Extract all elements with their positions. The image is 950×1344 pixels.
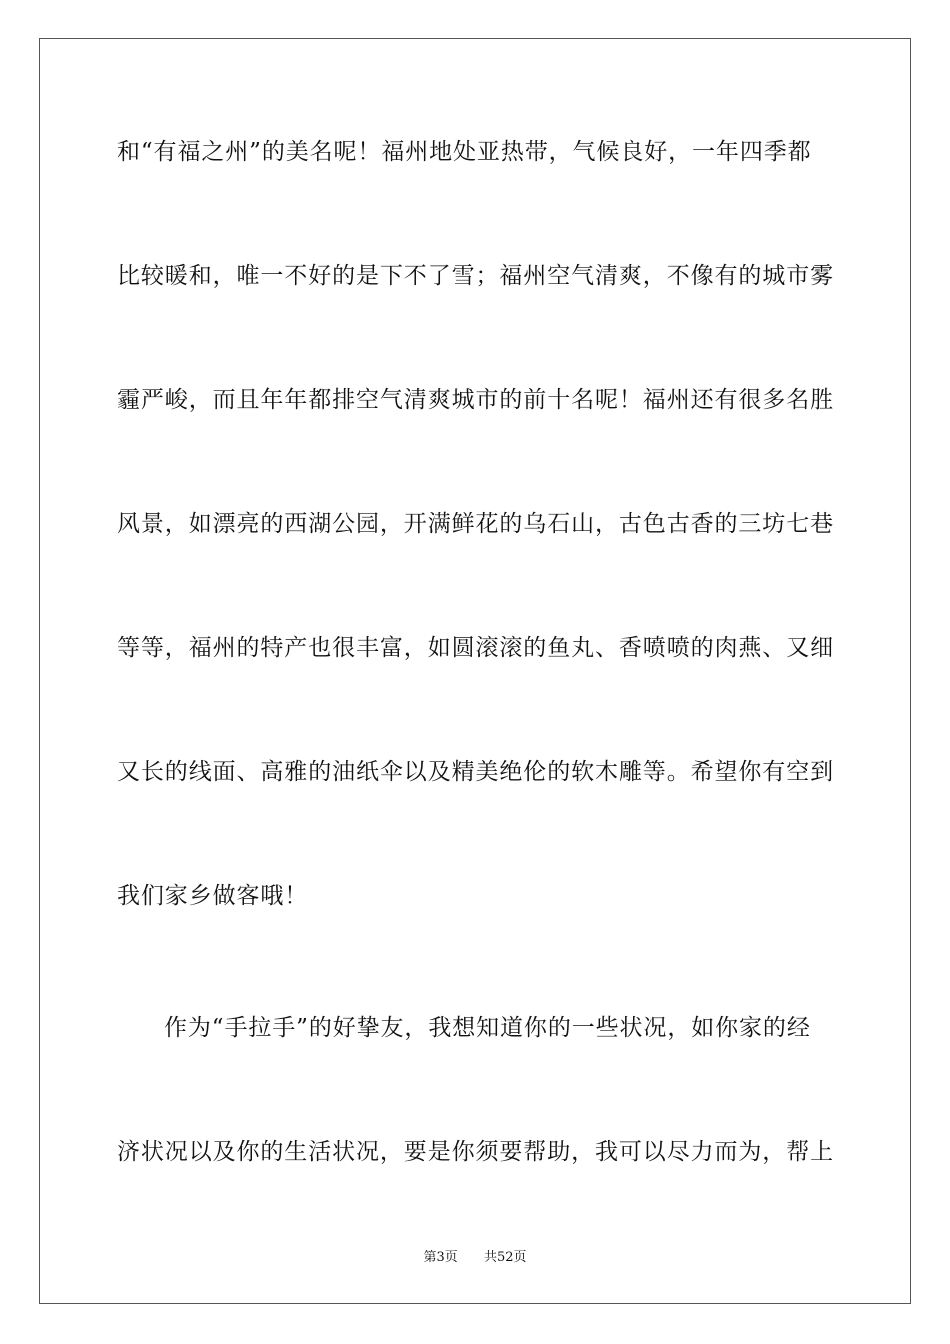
page-border [39,38,911,1304]
page-number-total: 共52页 [484,1250,527,1265]
paragraph-line-indented: 作为“手拉手”的好挚友，我想知道你的一些状况，如你家的经 [164,1015,811,1041]
paragraph-line: 我们家乡做客哦！ [117,883,309,909]
paragraph-line: 风景，如漂亮的西湖公园，开满鲜花的乌石山，古色古香的三坊七巷 [117,511,834,537]
page-footer [0,1250,950,1266]
paragraph-line: 又长的线面、高雅的油纸伞以及精美绝伦的软木雕等。希望你有空到 [117,759,834,785]
page-number-current: 第3页 [423,1250,458,1265]
paragraph-line: 等等，福州的特产也很丰富，如圆滚滚的鱼丸、香喷喷的肉燕、又细 [117,635,834,661]
paragraph-line: 和“有福之州”的美名呢！福州地处亚热带，气候良好，一年四季都 [117,139,812,165]
paragraph-line: 霾严峻，而且年年都排空气清爽城市的前十名呢！福州还有很多名胜 [117,387,834,413]
paragraph-line: 济状况以及你的生活状况，要是你须要帮助，我可以尽力而为，帮上 [117,1139,834,1165]
paragraph-line: 比较暖和，唯一不好的是下不了雪；福州空气清爽，不像有的城市雾 [117,263,834,289]
